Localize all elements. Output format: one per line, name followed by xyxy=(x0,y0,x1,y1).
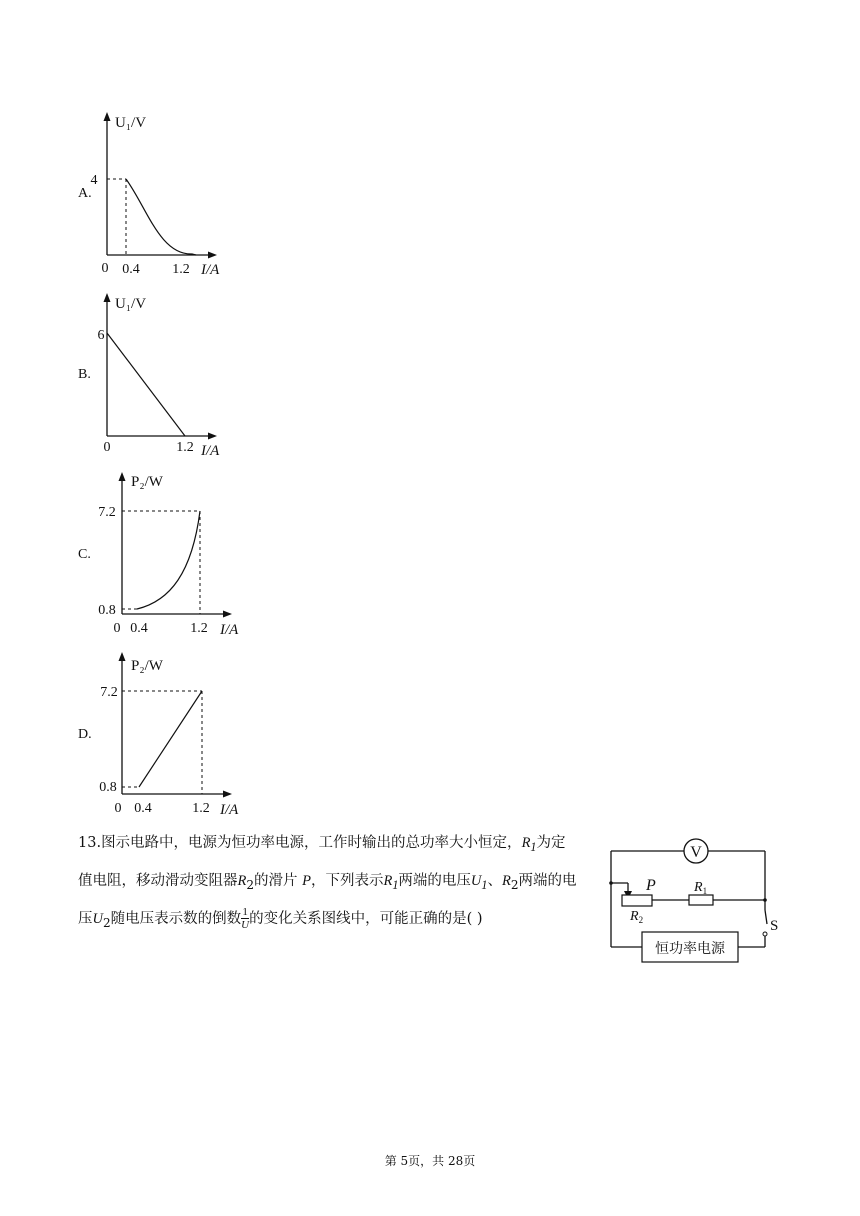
question-line-2: 值电阻，移动滑动变阻器$R_2$的滑片 P，下列表示$R_1$两端的电压$U_1$、$R_2$两端的电 xyxy=(78,872,577,892)
option-c-y-label: P₂/W xyxy=(131,474,163,490)
option-c-y-tick-2: 0.8 xyxy=(98,603,116,618)
option-d-label: D. xyxy=(78,727,92,742)
r1-label: $R_1$ xyxy=(694,880,708,896)
option-a-origin: 0 xyxy=(101,261,109,276)
fraction-1-over-u: $\frac{1}{U}$ xyxy=(241,906,250,932)
option-a-label: A. xyxy=(78,186,92,201)
option-d-y-label: P₂/W xyxy=(131,658,163,674)
option-a-y-label: U₁/V xyxy=(115,115,147,131)
option-d-y-tick-2: 0.8 xyxy=(99,780,117,795)
question-line-1: 13.图示电路中，电源为恒功率电源，工作时输出的总功率大小恒定，$R_1$为定 xyxy=(78,835,566,854)
option-c-label: C. xyxy=(78,547,91,562)
page-footer: 第 5页，共 28页 xyxy=(384,1154,476,1168)
voltmeter-label: V xyxy=(690,844,702,861)
option-b-origin: 0 xyxy=(103,440,111,455)
switch-label: S xyxy=(770,918,779,934)
option-b-y-tick: 6 xyxy=(97,328,105,343)
option-c-x-label: I/A xyxy=(220,622,239,638)
rheostat-r2 xyxy=(622,895,652,906)
question-number: 13. xyxy=(78,835,102,851)
option-d-origin: 0 xyxy=(114,801,122,816)
resistor-r1 xyxy=(689,895,713,905)
option-a-x-tick-1: 0.4 xyxy=(122,262,140,277)
option-c-x-tick-2: 1.2 xyxy=(190,621,208,636)
r2-label: $R_2$ xyxy=(630,909,644,925)
option-c-origin: 0 xyxy=(113,621,121,636)
option-a-x-label: I/A xyxy=(201,262,220,278)
slider-label: P xyxy=(646,877,656,894)
option-c-y-tick-1: 7.2 xyxy=(98,505,116,520)
option-b-x-label: I/A xyxy=(201,443,220,459)
question-13-text xyxy=(78,826,598,940)
option-c-x-tick-1: 0.4 xyxy=(130,621,148,636)
option-b-x-tick-1: 1.2 xyxy=(176,440,194,455)
option-d-x-tick-2: 1.2 xyxy=(192,801,210,816)
source-label: 恒功率电源 xyxy=(655,941,725,957)
option-c-graph xyxy=(95,468,265,643)
option-d-x-tick-1: 0.4 xyxy=(134,801,152,816)
option-a-graph xyxy=(90,108,265,283)
question-line-3: 压$U_2$随电压表示数的倒数 $\frac{1}{U}$ 的变化关系图线中，可能正确的是( ) xyxy=(78,906,483,932)
option-b-graph xyxy=(95,289,265,464)
option-b-label: B. xyxy=(78,367,91,382)
option-d-x-label: I/A xyxy=(220,802,239,818)
circuit-diagram xyxy=(605,832,785,967)
option-a-x-tick-2: 1.2 xyxy=(172,262,190,277)
option-b-y-label: U₁/V xyxy=(115,296,147,312)
option-a-y-tick: 4 xyxy=(90,173,98,188)
option-d-y-tick-1: 7.2 xyxy=(100,685,118,700)
option-d-graph xyxy=(95,648,265,823)
